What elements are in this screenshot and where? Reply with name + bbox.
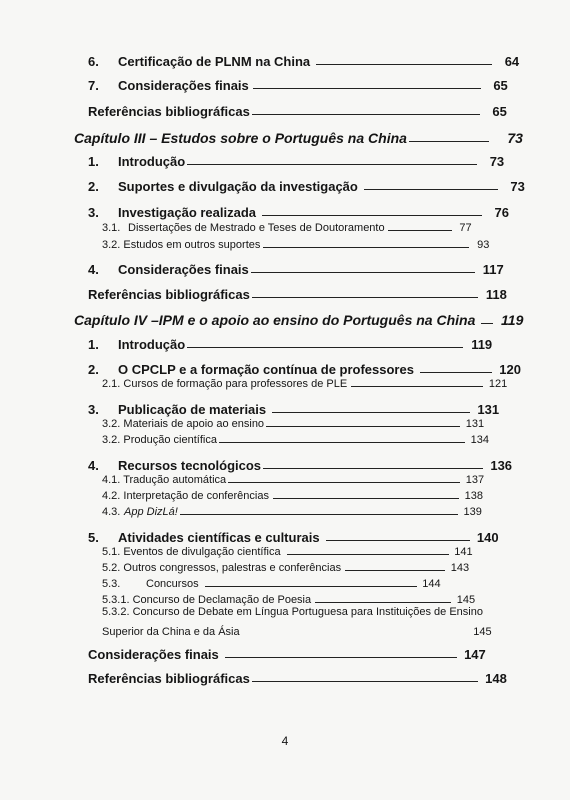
dot-leader [315, 602, 451, 603]
entry-title: 5.3.1. Concurso de Declamação de Poesia [102, 594, 312, 606]
entry-number: 2. [88, 362, 99, 377]
dot-leader [187, 164, 477, 165]
entry-page: 120 [499, 362, 521, 377]
entry-title: Referências bibliográficas [88, 104, 250, 119]
entry-page: 141 [454, 546, 473, 558]
entry-page: 148 [485, 671, 507, 686]
entry-title: Introdução [118, 154, 186, 169]
entry-title: Referências bibliográficas [88, 287, 250, 302]
toc-entry [0, 647, 570, 662]
dot-leader [326, 540, 470, 541]
entry-page: 118 [485, 287, 507, 302]
dot-leader [251, 272, 475, 273]
entry-page: 73 [489, 154, 505, 169]
toc-entry [0, 54, 570, 69]
entry-page: 93 [477, 239, 490, 251]
entry-number: 4. [88, 458, 99, 473]
toc-entry [0, 78, 570, 93]
entry-number: 3. [88, 402, 99, 417]
entry-page: 73 [510, 179, 525, 194]
dot-leader [351, 386, 483, 387]
dot-leader [272, 412, 470, 413]
dot-leader [287, 554, 449, 555]
entry-title: O CPCLP e a formação contínua de professores [118, 362, 414, 377]
entry-title: 4.1. Tradução automática [102, 474, 227, 486]
toc-subentry [0, 546, 570, 558]
entry-title: Recursos tecnológicos [118, 458, 262, 473]
entry-title: Publicação de materiais [118, 402, 267, 417]
entry-page: 131 [465, 418, 485, 430]
dot-leader [409, 141, 489, 142]
dot-leader [205, 586, 417, 587]
toc-entry [0, 671, 570, 686]
dot-leader [420, 372, 492, 373]
toc-subentry-title-line1: 5.3.2. Concurso de Debate em Língua Portuguesa para Instituições de Ensino [102, 606, 483, 618]
entry-page: 137 [465, 474, 485, 486]
entry-title: 3.2. Materiais de apoio ao ensino [102, 418, 265, 430]
entry-page: 117 [482, 262, 504, 277]
toc-subentry [0, 222, 570, 234]
toc-entry [0, 362, 570, 377]
dot-leader [481, 323, 493, 324]
entry-page: 139 [463, 506, 482, 518]
entry-number: 5.3. [102, 578, 121, 590]
entry-title: 5.1. Eventos de divulgação científica [102, 546, 281, 558]
dot-leader [316, 64, 492, 65]
entry-title: App DizLá! [124, 506, 178, 518]
entry-title: Certificação de PLNM na China [118, 54, 311, 69]
entry-page: 140 [476, 530, 499, 545]
entry-page: 145 [456, 594, 476, 606]
toc-subentry [0, 490, 570, 502]
toc-entry [0, 104, 570, 119]
dot-leader [364, 189, 498, 190]
entry-page: 145 [473, 626, 492, 638]
toc-entry [0, 262, 570, 277]
toc-subentry [0, 594, 570, 606]
toc-chapter [0, 130, 570, 146]
entry-number: 1. [88, 154, 99, 169]
dot-leader [263, 247, 469, 248]
entry-page: 65 [492, 104, 507, 119]
dot-leader [228, 482, 460, 483]
entry-title: 5.2. Outros congressos, palestras e conferências [102, 562, 342, 574]
dot-leader [242, 634, 468, 635]
entry-number: 1. [88, 337, 99, 352]
entry-title: 4.2. Interpretação de conferências [102, 490, 269, 502]
entry-title: Considerações finais [118, 262, 249, 277]
entry-title: Concursos [146, 578, 199, 590]
toc-entry [0, 337, 570, 352]
toc-entry [0, 402, 570, 417]
dot-leader [225, 657, 457, 658]
dot-leader [187, 347, 463, 348]
toc-entry [0, 205, 570, 220]
dot-leader [263, 468, 483, 469]
entry-page: 65 [493, 78, 508, 93]
toc-subentry [0, 506, 570, 518]
entry-title: Introdução [118, 337, 186, 352]
dot-leader [266, 426, 460, 427]
entry-page: 138 [464, 490, 483, 502]
toc-entry [0, 458, 570, 473]
dot-leader [252, 681, 478, 682]
entry-page: 143 [450, 562, 470, 574]
entry-title: 3.2. Produção científica [102, 434, 217, 446]
toc-subentry [0, 474, 570, 486]
entry-title: Suportes e divulgação da investigação [118, 179, 358, 194]
dot-leader [219, 442, 465, 443]
entry-number: 7. [88, 78, 99, 93]
entry-number: 4. [88, 262, 99, 277]
toc-subentry [0, 626, 570, 638]
entry-title: Considerações finais [88, 647, 219, 662]
page-number: 4 [281, 734, 289, 748]
toc-entry [0, 154, 570, 169]
entry-page: 136 [490, 458, 513, 473]
toc-subentry [0, 239, 570, 251]
toc-entry [0, 179, 570, 194]
entry-title: 2.1. Cursos de formação para professores de PLE [102, 378, 348, 390]
toc-subentry [0, 418, 570, 430]
dot-leader [252, 297, 478, 298]
entry-page: 77 [459, 222, 472, 234]
toc-entry [0, 287, 570, 302]
entry-number: 4.3. [102, 506, 121, 518]
entry-number: 2. [88, 179, 99, 194]
entry-page: 73 [507, 130, 523, 146]
entry-number: 6. [88, 54, 99, 69]
entry-title: Referências bibliográficas [88, 671, 250, 686]
entry-number: 3. [88, 205, 99, 220]
dot-leader [345, 570, 445, 571]
entry-page: 131 [477, 402, 500, 417]
dot-leader [252, 114, 480, 115]
dot-leader [388, 230, 452, 231]
dot-leader [273, 498, 459, 499]
entry-number: 3.1. [102, 222, 121, 234]
dot-leader [180, 514, 458, 515]
entry-page: 76 [494, 205, 510, 220]
entry-title: Investigação realizada [118, 205, 257, 220]
entry-number: 5. [88, 530, 99, 545]
entry-page: 119 [501, 312, 524, 328]
entry-page: 134 [470, 434, 489, 446]
toc-subentry [0, 562, 570, 574]
entry-title: 3.2. Estudos em outros suportes [102, 239, 261, 251]
entry-title: Superior da China e da Ásia [102, 626, 240, 638]
entry-title: Atividades científicas e culturais [118, 530, 320, 545]
entry-page: 64 [504, 54, 520, 69]
entry-title: Considerações finais [118, 78, 249, 93]
toc-entry [0, 530, 570, 545]
entry-page: 144 [422, 578, 441, 590]
chapter-title: Capítulo III – Estudos sobre o Português na China [74, 130, 407, 146]
chapter-title: Capítulo IV –IPM e o apoio ao ensino do Português na China [74, 312, 476, 328]
toc-subentry [0, 434, 570, 446]
dot-leader [253, 88, 481, 89]
toc-subentry [0, 578, 570, 590]
entry-title: Dissertações de Mestrado e Teses de Doutoramento [128, 222, 385, 234]
entry-page: 121 [488, 378, 508, 390]
toc-chapter [0, 312, 570, 328]
entry-page: 147 [464, 647, 486, 662]
dot-leader [262, 215, 482, 216]
entry-page: 119 [471, 337, 493, 352]
toc-subentry [0, 378, 570, 390]
